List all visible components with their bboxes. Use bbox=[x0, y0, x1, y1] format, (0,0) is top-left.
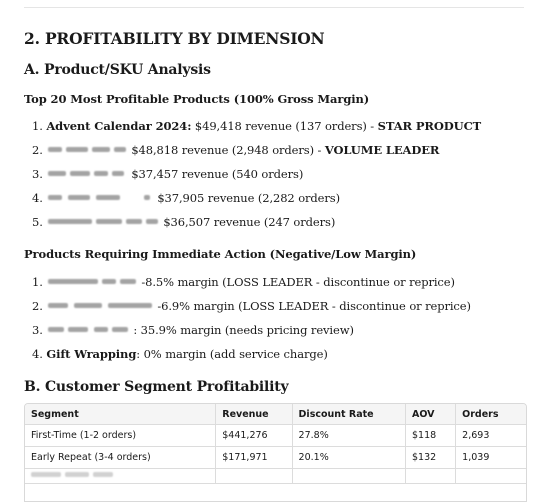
redacted-product-name bbox=[46, 169, 128, 179]
product-name: Advent Calendar 2024: bbox=[46, 119, 192, 133]
action-products-heading: Products Requiring Immediate Action (Negative/Low Margin) bbox=[24, 247, 417, 261]
table-row bbox=[25, 447, 526, 469]
cell-segment: Early Repeat (3-4 orders) bbox=[25, 447, 216, 469]
redacted-product-name bbox=[46, 325, 130, 335]
list-item: 1. -8.5% margin (LOSS LEADER - discontinue or reprice) bbox=[32, 275, 455, 289]
list-item: 2. -6.9% margin (LOSS LEADER - discontinue or reprice) bbox=[32, 299, 471, 313]
product-analysis-heading: A. Product/SKU Analysis bbox=[24, 62, 211, 78]
product-tag: STAR PRODUCT bbox=[377, 119, 482, 133]
redacted-product-name bbox=[46, 217, 160, 227]
clipped-row-text bbox=[31, 470, 121, 480]
column-header-segment: Segment bbox=[25, 404, 216, 425]
cell-orders: 1,039 bbox=[456, 447, 526, 469]
column-header-revenue: Revenue bbox=[216, 404, 292, 425]
column-header-discount-rate: Discount Rate bbox=[292, 404, 405, 425]
list-item: 4. Gift Wrapping: 0% margin (add service charge) bbox=[32, 347, 328, 361]
cell-aov: $132 bbox=[405, 447, 455, 469]
list-item: 3. $37,457 revenue (540 orders) bbox=[32, 167, 304, 181]
segment-heading: B. Customer Segment Profitability bbox=[24, 379, 289, 395]
redacted-product-name bbox=[46, 301, 154, 311]
top-divider bbox=[24, 7, 524, 8]
column-header-aov: AOV bbox=[405, 404, 455, 425]
segment-table bbox=[24, 403, 527, 502]
cell-revenue: $441,276 bbox=[216, 425, 292, 447]
list-item: 4. $37,905 revenue (2,282 orders) bbox=[32, 191, 340, 205]
cell-discount-rate: 20.1% bbox=[292, 447, 405, 469]
column-header-orders: Orders bbox=[456, 404, 526, 425]
cell-orders: 2,693 bbox=[456, 425, 526, 447]
redacted-product-name bbox=[46, 277, 138, 287]
action-products-list bbox=[24, 272, 534, 368]
section-title: 2. PROFITABILITY BY DIMENSION bbox=[24, 29, 325, 48]
list-item: 1. Advent Calendar 2024: $49,418 revenue (137 orders) - STAR PRODUCT bbox=[32, 119, 482, 133]
list-item: 5. $36,507 revenue (247 orders) bbox=[32, 215, 336, 229]
list-item: 3. : 35.9% margin (needs pricing review) bbox=[32, 323, 354, 337]
cell-aov: $118 bbox=[405, 425, 455, 447]
product-name: Gift Wrapping bbox=[46, 347, 137, 361]
table-row-cut-off bbox=[25, 469, 526, 484]
top-products-heading: Top 20 Most Profitable Products (100% Gross Margin) bbox=[24, 92, 370, 106]
product-tag: VOLUME LEADER bbox=[324, 143, 440, 157]
redacted-product-name bbox=[46, 145, 128, 155]
cell-discount-rate: 27.8% bbox=[292, 425, 405, 447]
list-item: 2. $48,818 revenue (2,948 orders) - VOLUME LEADER bbox=[32, 143, 440, 157]
table-row bbox=[25, 425, 526, 447]
redacted-product-name bbox=[46, 193, 154, 203]
top-products-list bbox=[24, 116, 534, 236]
table-header-row bbox=[25, 404, 526, 425]
cell-segment: First-Time (1-2 orders) bbox=[25, 425, 216, 447]
cell-revenue: $171,971 bbox=[216, 447, 292, 469]
